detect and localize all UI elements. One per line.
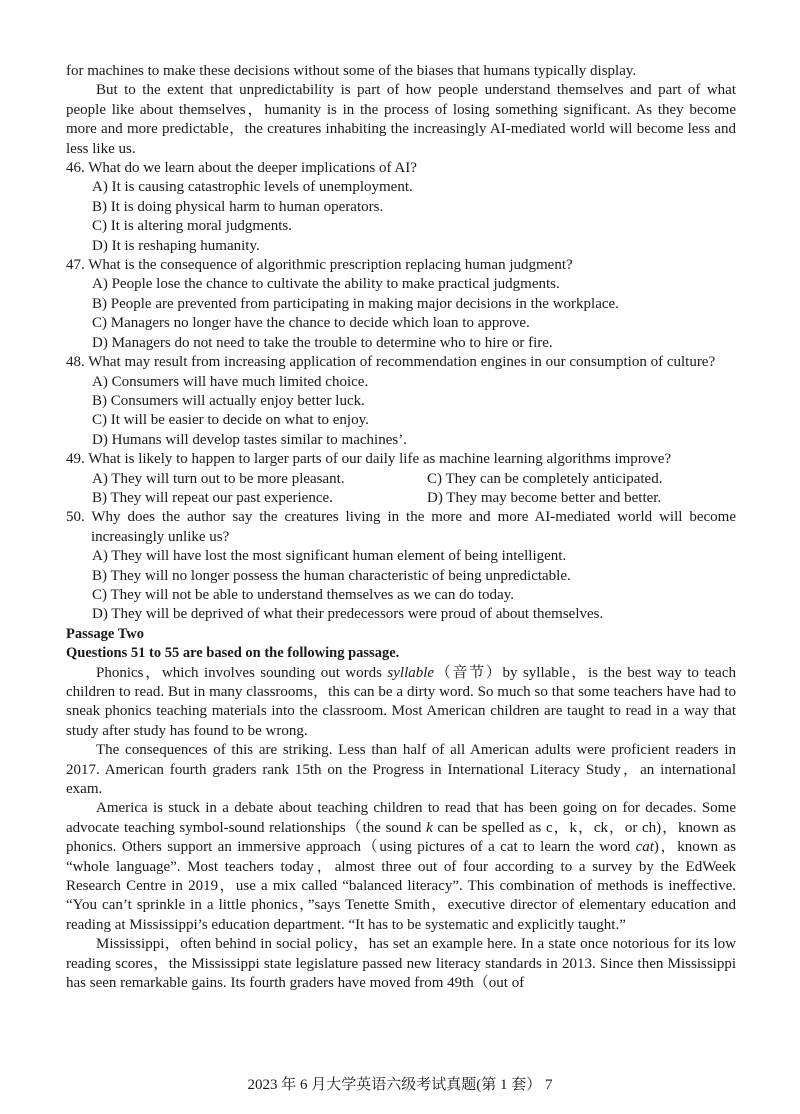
passage-paragraph-4: Mississippi，often behind in social policy，has set an example here. In a state once notorious for its low reading scores，the Mississippi state legislature passed new literacy standards in 2013. Since then Mississippi has seen remarkable gains. Its fourth graders have moved from 49th（out of	[66, 936, 736, 992]
italic-term: k	[426, 819, 433, 836]
option-a: A) People lose the chance to cultivate the ability to make practical judgments.	[92, 276, 560, 293]
passage-paragraph-2: The consequences of this are striking. Less than half of all American adults were proficient readers in 2017. American fourth graders rank 15th on the Progress in International Literacy Study，an international exam.	[66, 742, 736, 798]
question-50	[66, 508, 736, 624]
option-a: A) Consumers will have much limited choice.	[92, 373, 369, 390]
question-stem: 47. What is the consequence of algorithmic prescription replacing human judgment?	[66, 257, 573, 274]
option-a: A) They will have lost the most significant human element of being intelligent.	[92, 548, 567, 565]
question-46	[66, 159, 736, 256]
question-stem: 49. What is likely to happen to larger parts of our daily life as machine learning algorithms improve?	[66, 451, 672, 468]
option-c: C) Managers no longer have the chance to decide which loan to approve.	[92, 315, 530, 332]
question-49	[66, 450, 736, 508]
question-stem: 48. What may result from increasing application of recommendation engines in our consumption of culture?	[66, 354, 716, 371]
question-47	[66, 256, 736, 353]
text-run: Phonics，which involves sounding out words	[96, 664, 388, 681]
option-b: B) They will no longer possess the human characteristic of being unpredictable.	[92, 567, 571, 584]
page-footer: 2023 年 6 月大学英语六级考试真题(第 1 套） 7	[247, 1077, 553, 1093]
option-d: D) Managers do not need to take the trouble to determine who to hire or fire.	[92, 334, 553, 351]
option-b: B) Consumers will actually enjoy better luck.	[92, 392, 365, 409]
option-c: C) They will not be able to understand themselves as we can do today.	[92, 586, 514, 603]
option-a: A) It is causing catastrophic levels of unemployment.	[92, 179, 413, 196]
text-run: )，known as “whole language”. Most teachers today，almost three out of four according to a survey by the EdWeek Research Centre in 2019，use a mix called “balanced literacy”. This combination of methods is ineffective. “You can’t sprinkle in a little phonics，”says Tenette Smith，executive director of elementary education and reading at Mississippi’s education department. “It has to be systematic and explicitly taught.”	[66, 839, 736, 933]
option-d: D) Humans will develop tastes similar to machines’.	[92, 431, 407, 448]
passage-final-paragraph: But to the extent that unpredictability is part of how people understand themselves and part of what people like about themselves，humanity is in the process of losing something significant. As they become more and more predictable，the creatures inhabiting the increasingly AI-mediated world will become less and less like us.	[66, 82, 736, 157]
option-d: D) They will be deprived of what their predecessors were proud of about themselves.	[92, 606, 604, 623]
option-c: C) They can be completely anticipated.	[427, 470, 663, 487]
section-heading: Passage Two	[66, 625, 145, 642]
option-b: B) People are prevented from participating in making major decisions in the workplace.	[92, 295, 619, 312]
italic-term: syllable	[387, 664, 435, 681]
option-row	[66, 489, 736, 508]
passage-paragraph-3	[66, 799, 736, 935]
question-48	[66, 353, 736, 450]
option-a: A) They will turn out to be more pleasant.	[92, 470, 345, 487]
option-c: C) It will be easier to decide on what to enjoy.	[92, 412, 369, 429]
italic-term: cat	[635, 839, 654, 856]
passage-paragraph-1	[66, 664, 736, 742]
option-b: B) It is doing physical harm to human operators.	[92, 198, 384, 215]
option-c: C) It is altering moral judgments.	[92, 218, 292, 235]
option-row	[66, 470, 736, 489]
option-d: D) It is reshaping humanity.	[92, 237, 260, 254]
section-instructions: Questions 51 to 55 are based on the following passage.	[66, 645, 400, 662]
exam-page	[66, 62, 736, 994]
option-b: B) They will repeat our past experience.	[92, 489, 333, 506]
text-run: America is stuck in a debate about teaching children to read that has been going on for decades. Some advocate teaching symbol-sound relationships（the sound	[66, 800, 736, 836]
question-stem: 46. What do we learn about the deeper implications of AI?	[66, 160, 417, 177]
text-run: （音节）by syllable，is the best way to teach children to read. But in many classrooms，this can be a dirty word. So much so that some teachers have had to sneak phonics teaching materials into the classroom. Most American children are taught to read in a way that study after study has found to be wrong.	[66, 664, 736, 739]
passage-continuation: for machines to make these decisions without some of the biases that humans typically display.	[66, 63, 637, 79]
question-stem: 50. Why does the author say the creatures living in the more and more AI-mediated world will become increasingly unlike us?	[66, 509, 736, 545]
option-d: D) They may become better and better.	[427, 489, 662, 506]
text-run: can be spelled as c，k，ck，or ch)，known as phonics. Others support an immersive approach（using pictures of a cat to learn the word	[66, 819, 736, 856]
